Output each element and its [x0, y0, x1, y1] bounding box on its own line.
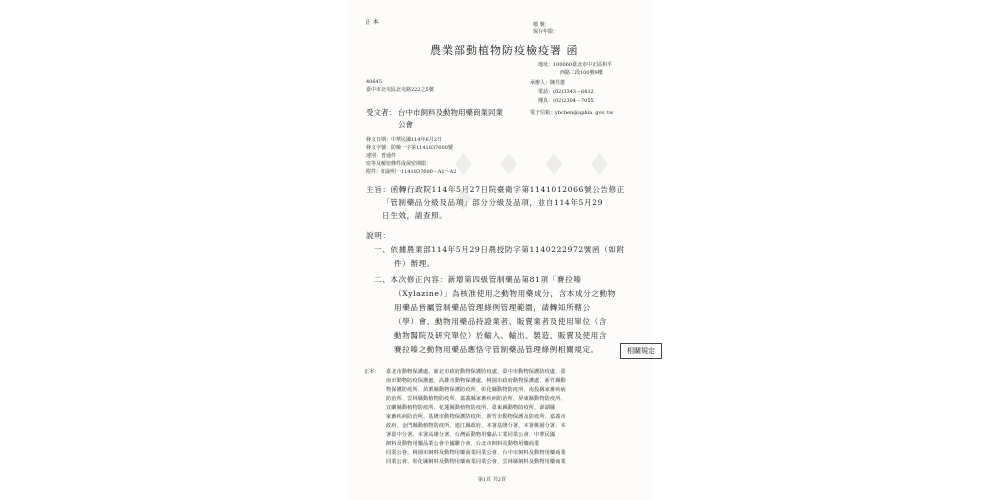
- subject-line-1: 主旨：函轉行政院114年5月27日院臺衛字第1141012066號公告修正: [366, 185, 625, 194]
- explanation-item2-line-2: （Xylazine）」為核准使用之動物用藥成分，含本成分之動物: [394, 289, 616, 298]
- explanation-item1-line-2: 件）辦理。: [394, 259, 435, 268]
- cc-label: 正本：: [364, 369, 380, 375]
- explanation-item2-line-3: 用藥品皆屬管制藥品管理條例管理範圍，請轉知所轄公: [394, 303, 591, 312]
- explanation-item2-line-1: 二、本次修正內容：新增第四級管制藥品第81項「賽拉嗪: [374, 275, 582, 284]
- explanation-item2-line-6: 賽拉嗪之動物用藥品應恪守管制藥品管理條例相關規定。: [394, 345, 599, 354]
- page-number: 第1頁 共2頁: [478, 477, 506, 483]
- delivery-speed: 速別：普通件: [366, 153, 397, 159]
- retention-label: 保存年限：: [533, 29, 559, 35]
- subject-line-2: 「管制藥品分級及品項」部分分級及品項，並自114年5月29: [382, 198, 604, 207]
- cc-line: 政府、金門縣動植物防疫所、連江縣政府、本署基隆分署、本署桃園分署、本: [386, 423, 566, 429]
- secrecy-level: 密等及解密條件或保密期限：: [366, 161, 432, 167]
- agency-title: 農業部動植物防疫檢疫署 函: [430, 44, 579, 57]
- sender-phone: 電話：(02)3343－6432: [538, 89, 594, 95]
- recipient-address: 臺中市北屯區北屯路222之5號: [366, 87, 434, 93]
- explanation-item1-line-1: 一、依據農業部114年5月29日農授防字第1140222972號函（如附: [374, 245, 625, 254]
- sender-contact: 承辦人：陳昱蕙: [530, 80, 566, 86]
- stamp-box: 相關規定: [620, 343, 662, 359]
- explanation-item2-line-5: 動物醫院及研究單位）於輸入、輸出、製造、販賣及使用含: [394, 331, 608, 340]
- cc-line: 臺北市動物保護處、新北市政府動物保護防疫處、臺中市動物保護防疫處、臺: [386, 369, 566, 375]
- subject-line-3: 日生效，請查照。: [382, 211, 448, 220]
- cc-line: 防治所、雲林縣動植物防疫所、嘉義縣家畜疾病防治所、屏東縣動物防疫所、: [386, 396, 566, 402]
- cc-line: 南市動物防疫保護處、高雄市動物保護處、桃園市政府動物保護處、新竹縣動: [386, 378, 566, 384]
- sender-fax: 傳真：(02)2304－7055: [538, 98, 594, 104]
- cc-line: 署臺中分署、本署高雄分署、台灣區動物用藥品工業同業公會、中華民國: [386, 432, 556, 438]
- issue-number: 發文字號：防檢一字第1141837600號: [366, 145, 453, 151]
- recipient-label: 受文者：: [366, 108, 396, 117]
- recipient-postcode: 40645: [366, 79, 382, 85]
- cc-line: 同業公會、彰化縣飼料及動物用藥商業同業公會、雲林縣飼料及動物用藥商業: [386, 459, 566, 465]
- watermark-ghost: ♦ ♦ ♦ ♦ ♦: [450, 148, 617, 218]
- sender-address-1: 地址：100060臺北市中正區和平: [538, 62, 613, 68]
- cc-line: 宜蘭縣動植物防疫所、花蓮縣動植物防疫所、臺東縣動物防疫所、澎湖縣: [386, 405, 556, 411]
- cc-line: 飼料及動物用藥品業公會全國聯合會、台北市飼料及動物用藥商業: [386, 441, 540, 447]
- sender-email: 電子信箱：ybchen@aphia. gov. tw: [530, 110, 614, 116]
- attachment-info: 附件：如說明一1141837600－A1～A2: [366, 169, 457, 175]
- cc-line: 物保護防疫所、苗栗縣動物保護防疫所、彰化縣動物防疫所、南投縣家畜疾病: [386, 387, 566, 393]
- cc-line: 同業公會、桃園市飼料及動物用藥商業同業公會、台中市飼料及動物用藥商業: [386, 450, 566, 456]
- recipient-name-2: 公會: [398, 120, 413, 129]
- copy-type: 正 本: [365, 19, 379, 26]
- cc-line: 家畜疾病防治所、基隆市動物保護防疫所、新竹市動物保護及防疫所、嘉義市: [386, 414, 566, 420]
- file-number-label: 檔 號：: [533, 22, 550, 28]
- explanation-label: 說明：: [366, 231, 391, 240]
- recipient-name-1: 台中市飼料及動物用藥商業同業: [398, 108, 503, 117]
- document-page: [350, 0, 650, 500]
- sender-address-2: 西路二段100號9樓: [560, 70, 603, 76]
- issue-date: 發文日期：中華民國114年6月2日: [366, 137, 442, 143]
- explanation-item2-line-4: （學）會、動物用藥品持證業者、販賣業者及使用單位（含: [394, 317, 608, 326]
